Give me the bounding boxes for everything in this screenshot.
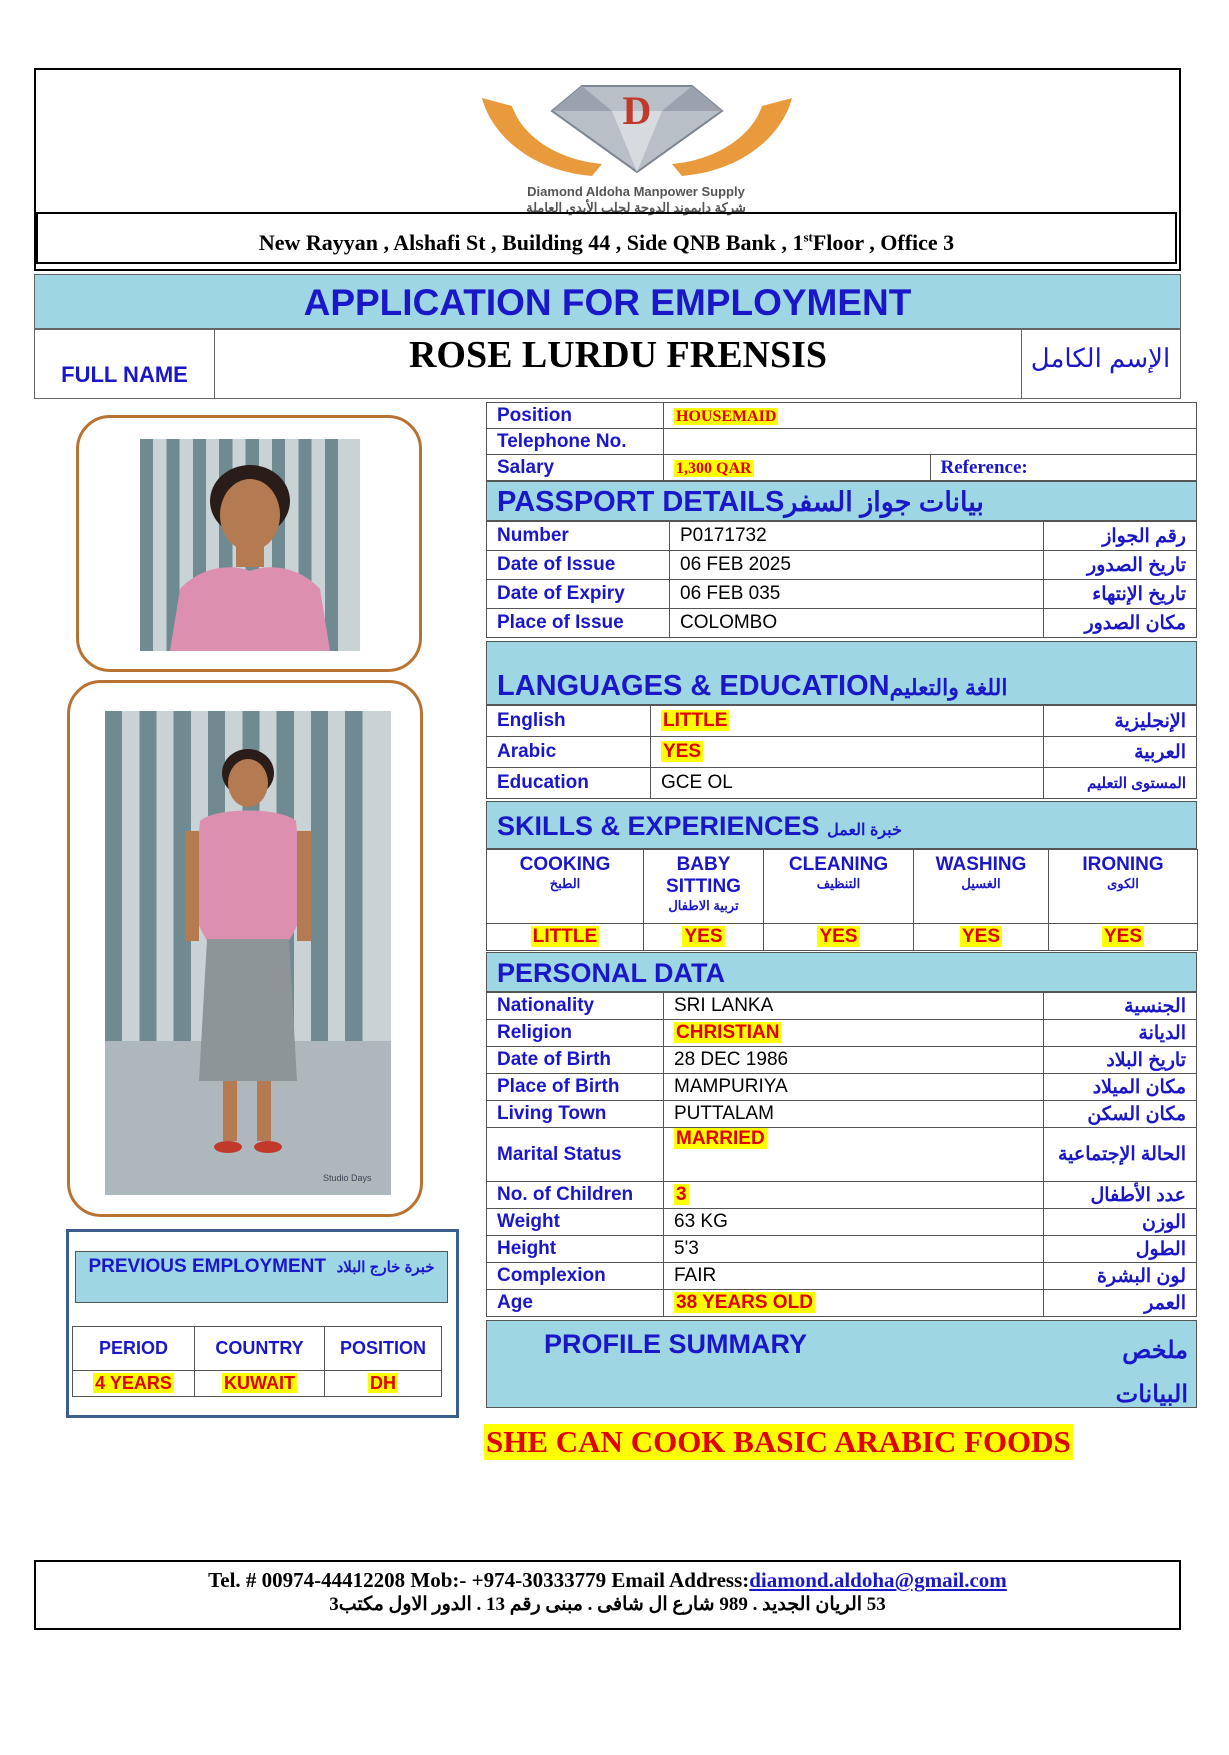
row-label: Age <box>487 1290 664 1317</box>
row-label-ar: الجنسية <box>1044 993 1197 1020</box>
row-value-cell <box>664 1290 1044 1317</box>
row-label: Living Town <box>487 1101 664 1128</box>
skill-value: YES <box>684 926 723 947</box>
row-value-cell <box>651 706 1044 737</box>
skills-heading: SKILLS & EXPERIENCES <box>497 811 820 841</box>
row-value: PUTTALAM <box>674 1103 774 1124</box>
languages-heading: LANGUAGES & EDUCATION <box>497 670 890 702</box>
table-row <box>487 522 1197 551</box>
skill-value-cell <box>914 924 1049 951</box>
position-value: HOUSEMAID <box>676 407 777 425</box>
full-name-row <box>34 329 1181 399</box>
position-label: Position <box>487 403 664 429</box>
table-row <box>487 706 1197 737</box>
row-label: Marital Status <box>487 1128 664 1182</box>
row-label-ar: مكان الميلاد <box>1044 1074 1197 1101</box>
row-label-ar: رقم الجواز <box>1044 522 1197 551</box>
row-label: Weight <box>487 1209 664 1236</box>
row-label-ar: لون البشرة <box>1044 1263 1197 1290</box>
company-name-en: Diamond Aldoha Manpower Supply <box>527 184 745 199</box>
row-label-ar: مكان السكن <box>1044 1101 1197 1128</box>
row-value: FAIR <box>674 1265 717 1286</box>
table-row <box>487 1263 1197 1290</box>
portrait-photo-frame <box>76 415 422 672</box>
languages-table <box>486 705 1197 799</box>
row-label-ar: تاريخ البلاد <box>1044 1047 1197 1074</box>
skill-name: WASHING <box>935 854 1027 875</box>
row-label-ar: الإنجليزية <box>1044 706 1197 737</box>
table-row <box>487 737 1197 768</box>
row-value: 38 YEARS OLD <box>676 1292 813 1313</box>
table-row <box>487 580 1197 609</box>
skill-name-ar: الكوى <box>1107 876 1139 891</box>
row-value: 06 FEB 035 <box>680 583 781 604</box>
row-value-cell <box>651 768 1044 799</box>
company-logo <box>472 76 802 188</box>
page-title: APPLICATION FOR EMPLOYMENT <box>34 274 1181 329</box>
row-label: Arabic <box>487 737 651 768</box>
row-value-cell <box>670 580 1044 609</box>
footer-address-ar: 53 الريان الجديد . 989 شارع ال شافى . مبنى رقم 13 . الدور الاول مكتب3 <box>329 1594 886 1615</box>
skill-header-cell <box>914 850 1049 924</box>
footer <box>34 1560 1181 1630</box>
table-row <box>487 768 1197 799</box>
profile-summary-band <box>486 1320 1197 1408</box>
skill-header-cell <box>487 850 644 924</box>
table-cell <box>73 1371 195 1397</box>
row-label-ar: تاريخ الإنتهاء <box>1044 580 1197 609</box>
salary-label: Salary <box>487 455 664 481</box>
row-label-ar: العربية <box>1044 737 1197 768</box>
table-row <box>487 1101 1197 1128</box>
passport-heading: PASSPORT DETAILS <box>497 486 785 518</box>
row-label: Place of Issue <box>487 609 670 638</box>
period-value: 4 YEARS <box>95 1373 172 1393</box>
skill-name: IRONING <box>1082 854 1164 875</box>
table-row <box>487 1074 1197 1101</box>
photo-watermark: Studio Days <box>323 1173 372 1183</box>
row-label-ar: مكان الصدور <box>1044 609 1197 638</box>
skill-name: CLEANING <box>788 854 889 875</box>
salary-value: 1,300 QAR <box>676 459 752 477</box>
full-body-photo <box>105 711 391 1195</box>
svg-text:D: D <box>622 88 652 133</box>
row-value: MARRIED <box>676 1128 765 1149</box>
column-header: COUNTRY <box>195 1327 325 1371</box>
skill-value: LITTLE <box>532 926 598 947</box>
skill-value-cell <box>487 924 644 951</box>
skill-value-cell <box>764 924 914 951</box>
row-label-ar: عدد الأطفال <box>1044 1182 1197 1209</box>
reference-label: Reference: <box>930 455 1197 481</box>
previous-employment-heading-ar: خبرة خارج البلاد <box>336 1259 435 1276</box>
row-value-cell <box>664 1209 1044 1236</box>
passport-table <box>486 521 1197 638</box>
row-label: English <box>487 706 651 737</box>
row-label: Date of Expiry <box>487 580 670 609</box>
skill-value-cell <box>644 924 764 951</box>
previous-employment-title <box>75 1251 448 1303</box>
table-row <box>487 1290 1197 1317</box>
row-label: Nationality <box>487 993 664 1020</box>
row-label: Date of Birth <box>487 1047 664 1074</box>
full-name-value: ROSE LURDU FRENSIS <box>215 330 1022 398</box>
table-row <box>487 993 1197 1020</box>
row-value: LITTLE <box>663 710 728 731</box>
row-value: SRI LANKA <box>674 995 774 1016</box>
row-value: COLOMBO <box>680 612 778 633</box>
skill-value: YES <box>1103 926 1143 947</box>
row-value: YES <box>663 741 702 762</box>
passport-heading-ar: بيانات جواز السفر <box>784 487 984 517</box>
telephone-value <box>664 429 1197 455</box>
table-cell <box>325 1371 442 1397</box>
languages-heading-band <box>486 641 1197 705</box>
languages-heading-ar: اللغة والتعليم <box>889 675 1008 700</box>
skills-heading-band <box>486 801 1197 849</box>
table-row <box>487 1236 1197 1263</box>
profile-summary-heading: PROFILE SUMMARY <box>544 1329 807 1359</box>
skill-name-ar: الطبخ <box>549 876 581 891</box>
skill-name-ar: التنظيف <box>816 876 861 891</box>
position-cell <box>664 403 1197 429</box>
row-value-cell <box>664 1047 1044 1074</box>
row-value-cell <box>664 1074 1044 1101</box>
row-value: GCE OL <box>661 772 733 793</box>
row-value: P0171732 <box>680 525 767 546</box>
company-name-ar: شركة دايموند الدوحة لجلب الأيدي العاملة <box>526 200 746 215</box>
row-value: 5'3 <box>674 1238 699 1259</box>
row-label-ar: الوزن <box>1044 1209 1197 1236</box>
row-label-ar: الطول <box>1044 1236 1197 1263</box>
row-value-cell <box>664 1182 1044 1209</box>
skills-header-row <box>487 850 1198 924</box>
full-name-label: FULL NAME <box>35 330 215 398</box>
table-row <box>487 1209 1197 1236</box>
table-row <box>487 609 1197 638</box>
row-label: Height <box>487 1236 664 1263</box>
row-value-cell <box>664 1101 1044 1128</box>
row-label: Complexion <box>487 1263 664 1290</box>
full-body-photo-frame <box>67 680 423 1217</box>
row-value-cell <box>651 737 1044 768</box>
job-table <box>486 402 1197 481</box>
position-value: DH <box>370 1373 396 1393</box>
row-value-cell <box>664 993 1044 1020</box>
row-value-cell <box>664 1128 1044 1182</box>
row-label: Religion <box>487 1020 664 1047</box>
skill-header-cell <box>764 850 914 924</box>
row-label-ar: الحالة الإجتماعية <box>1044 1128 1197 1182</box>
column-header: PERIOD <box>73 1327 195 1371</box>
row-label: Date of Issue <box>487 551 670 580</box>
skills-value-row <box>487 924 1198 951</box>
row-label-ar: العمر <box>1044 1290 1197 1317</box>
telephone-label: Telephone No. <box>487 429 664 455</box>
footer-contact: Tel. # 00974-44412208 Mob:- +974-30333779 Email Address: <box>208 1568 750 1592</box>
row-value: CHRISTIAN <box>676 1022 780 1043</box>
row-value: 06 FEB 2025 <box>680 554 791 575</box>
row-label: Place of Birth <box>487 1074 664 1101</box>
column-header: POSITION <box>325 1327 442 1371</box>
table-cell <box>195 1371 325 1397</box>
row-value-cell <box>670 551 1044 580</box>
skills-heading-ar: خبرة العمل <box>827 822 902 839</box>
salary-cell <box>664 455 931 481</box>
footer-contact-line <box>36 1568 1179 1593</box>
row-value: 63 KG <box>674 1211 728 1232</box>
skill-value: YES <box>961 926 1001 947</box>
table-row <box>487 551 1197 580</box>
personal-heading: PERSONAL DATA <box>497 958 726 988</box>
row-label: No. of Children <box>487 1182 664 1209</box>
table-row <box>487 1047 1197 1074</box>
skill-name: COOKING <box>519 854 611 875</box>
previous-employment-table <box>72 1326 442 1397</box>
skill-value: YES <box>819 926 858 947</box>
row-value-cell <box>664 1020 1044 1047</box>
previous-employment-heading: PREVIOUS EMPLOYMENT <box>88 1256 327 1277</box>
row-label-ar: تاريخ الصدور <box>1044 551 1197 580</box>
passport-heading-band <box>486 481 1197 521</box>
row-value: MAMPURIYA <box>674 1076 788 1097</box>
portrait-photo <box>140 439 360 651</box>
profile-summary-text: SHE CAN COOK BASIC ARABIC FOODS <box>486 1424 1071 1459</box>
profile-summary-heading-ar: ملخص البيانات <box>1115 1337 1188 1408</box>
row-label: Education <box>487 768 651 799</box>
table-row <box>487 1128 1197 1182</box>
skill-name: BABY SITTING <box>666 854 741 897</box>
personal-table <box>486 992 1197 1317</box>
skill-header-cell <box>644 850 764 924</box>
row-value-cell <box>670 609 1044 638</box>
country-value: KUWAIT <box>224 1373 295 1393</box>
personal-heading-band <box>486 952 1197 992</box>
skill-value-cell <box>1049 924 1198 951</box>
address-text: New Rayyan , Alshafi St , Building 44 , Side QNB Bank , 1stFloor , Office 3 <box>258 230 955 256</box>
table-row <box>487 1020 1197 1047</box>
email-link[interactable]: diamond.aldoha@gmail.com <box>749 1568 1007 1592</box>
row-value-cell <box>664 1236 1044 1263</box>
skill-header-cell <box>1049 850 1198 924</box>
row-value-cell <box>664 1263 1044 1290</box>
table-row <box>487 1182 1197 1209</box>
row-label-ar: المستوى التعليم <box>1044 768 1197 799</box>
skills-table <box>486 849 1198 951</box>
row-value-cell <box>670 522 1044 551</box>
row-value: 3 <box>676 1184 687 1205</box>
company-address <box>36 212 1177 264</box>
full-name-label-ar: الإسم الكامل <box>1030 343 1171 373</box>
row-label-ar: الديانة <box>1044 1020 1197 1047</box>
skill-name-ar: تربية الاطفال <box>668 898 739 913</box>
row-label: Number <box>487 522 670 551</box>
row-value: 28 DEC 1986 <box>674 1049 789 1070</box>
skill-name-ar: الغسيل <box>961 876 1001 891</box>
